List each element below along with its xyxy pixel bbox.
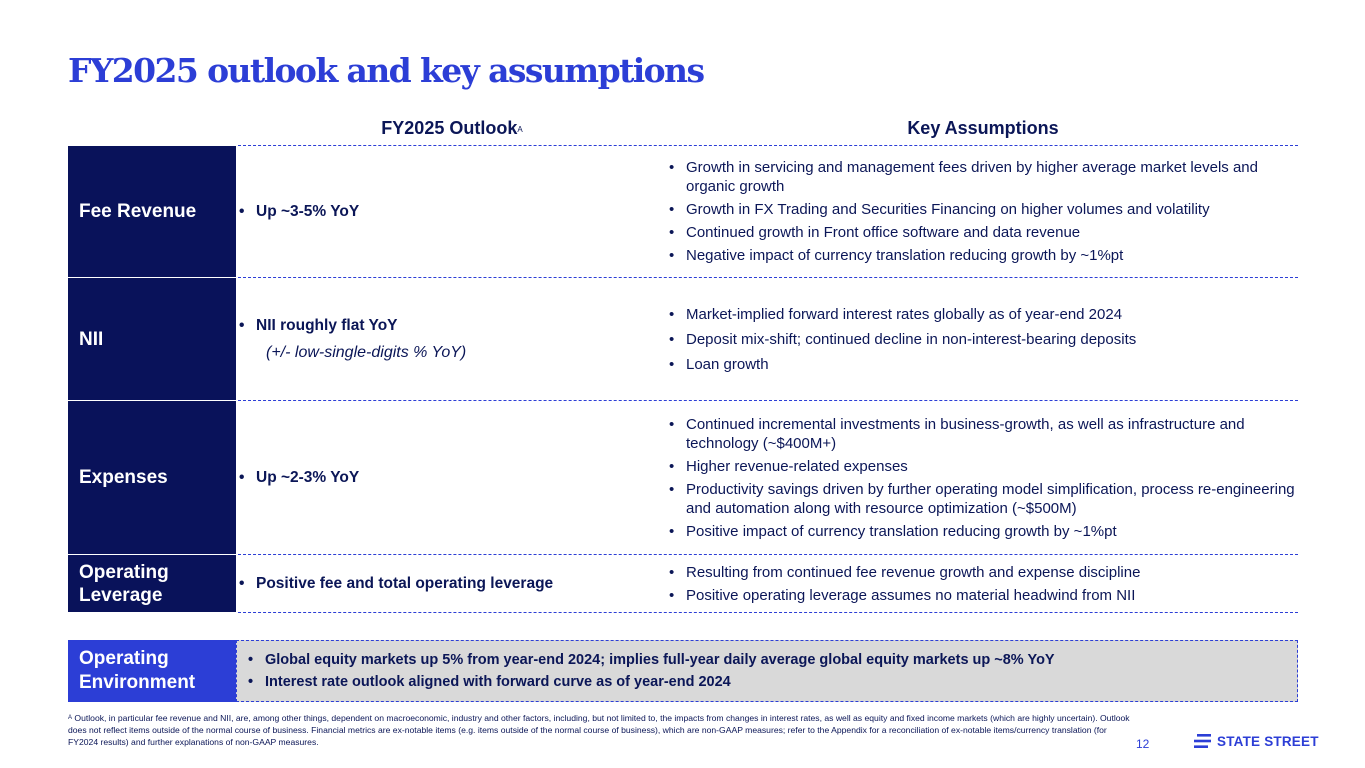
brand-logo xyxy=(1194,733,1319,749)
assumption-item: • Higher revenue-related expenses xyxy=(668,457,1298,476)
outlook-cell xyxy=(238,555,668,612)
environment-box xyxy=(236,640,1298,702)
assumption-item: • Loan growth xyxy=(668,355,1298,374)
column-header-outlook xyxy=(237,116,667,140)
assumption-item: • Resulting from continued fee revenue growth and expense discipline xyxy=(668,563,1298,582)
assumption-item: • Growth in FX Trading and Securities Financing on higher volumes and volatility xyxy=(668,200,1298,219)
assumptions-cell xyxy=(668,401,1298,554)
row-label: NII xyxy=(68,278,236,400)
assumption-item: • Productivity savings driven by further operating model simplification, process re-engineering and automation along with resource optimization (~$500M) xyxy=(668,480,1298,518)
row-operating-environment xyxy=(68,640,1298,702)
row-label: Expenses xyxy=(68,401,236,554)
assumption-item: • Positive operating leverage assumes no material headwind from NII xyxy=(668,586,1298,605)
row-label: Operating Environment xyxy=(68,640,236,702)
page-number: 12 xyxy=(1136,737,1150,751)
row-label: Fee Revenue xyxy=(68,146,236,277)
footnote-marker: A xyxy=(68,715,73,721)
outlook-cell xyxy=(238,146,668,277)
row-expenses xyxy=(68,401,1298,554)
outlook-item: • Up ~2-3% YoY xyxy=(238,468,668,488)
assumption-item: • Market-implied forward interest rates globally as of year-end 2024 xyxy=(668,305,1298,324)
footnote-marker: A xyxy=(517,125,523,134)
footnote xyxy=(68,712,1138,748)
outlook-cell xyxy=(238,278,668,400)
outlook-item: • Positive fee and total operating leverage xyxy=(238,574,668,594)
assumptions-cell xyxy=(668,146,1298,277)
outlook-cell xyxy=(238,401,668,554)
assumption-item: • Continued growth in Front office software and data revenue xyxy=(668,223,1298,242)
row-fee-revenue xyxy=(68,146,1298,277)
row-nii xyxy=(68,278,1298,400)
environment-item: • Interest rate outlook aligned with forward curve as of year-end 2024 xyxy=(247,673,1297,692)
assumption-item: • Continued incremental investments in business-growth, as well as infrastructure and technology (~$400M+) xyxy=(668,415,1298,453)
assumption-item: • Deposit mix-shift; continued decline in non-interest-bearing deposits xyxy=(668,330,1298,349)
state-street-logo-icon xyxy=(1194,733,1212,749)
divider xyxy=(238,612,1298,613)
brand-name: STATE STREET xyxy=(1217,733,1319,749)
footnote-text: Outlook, in particular fee revenue and NII, are, among other things, dependent on macroeconomic, industry and other factors, including, but not limited to, the impacts from changes in interest rates, as well as equity and fixed income markets (which are highly uncertain). Outlook does not reflect items outside of the normal course of business. Financial metrics are ex-notable items (e.g. items outside of the normal course of business), which are non-GAAP measures; refer to the Appendix for a reconciliation of ex-notable items/currency translation (for FY2024 results) and further explanations of non-GAAP measures. xyxy=(68,713,1130,747)
assumption-item: • Positive impact of currency translation reducing growth by ~1%pt xyxy=(668,522,1298,541)
assumption-item: • Growth in servicing and management fees driven by higher average market levels and organic growth xyxy=(668,158,1298,196)
outlook-item: • Up ~3-5% YoY xyxy=(238,202,668,222)
environment-item: • Global equity markets up 5% from year-end 2024; implies full-year daily average global equity markets up ~8% YoY xyxy=(247,651,1297,670)
assumption-item: • Negative impact of currency translation reducing growth by ~1%pt xyxy=(668,246,1298,265)
page-title: FY2025 outlook and key assumptions xyxy=(68,51,704,90)
row-operating-leverage xyxy=(68,555,1298,612)
outlook-subtext: (+/- low-single-digits % YoY) xyxy=(266,344,467,361)
assumptions-cell xyxy=(668,555,1298,612)
assumptions-cell xyxy=(668,278,1298,400)
column-header-assumptions: Key Assumptions xyxy=(907,118,1059,138)
outlook-item: • NII roughly flat YoY xyxy=(238,316,668,336)
row-label: Operating Leverage xyxy=(68,555,236,612)
column-header-outlook-text: FY2025 Outlook xyxy=(381,118,518,138)
